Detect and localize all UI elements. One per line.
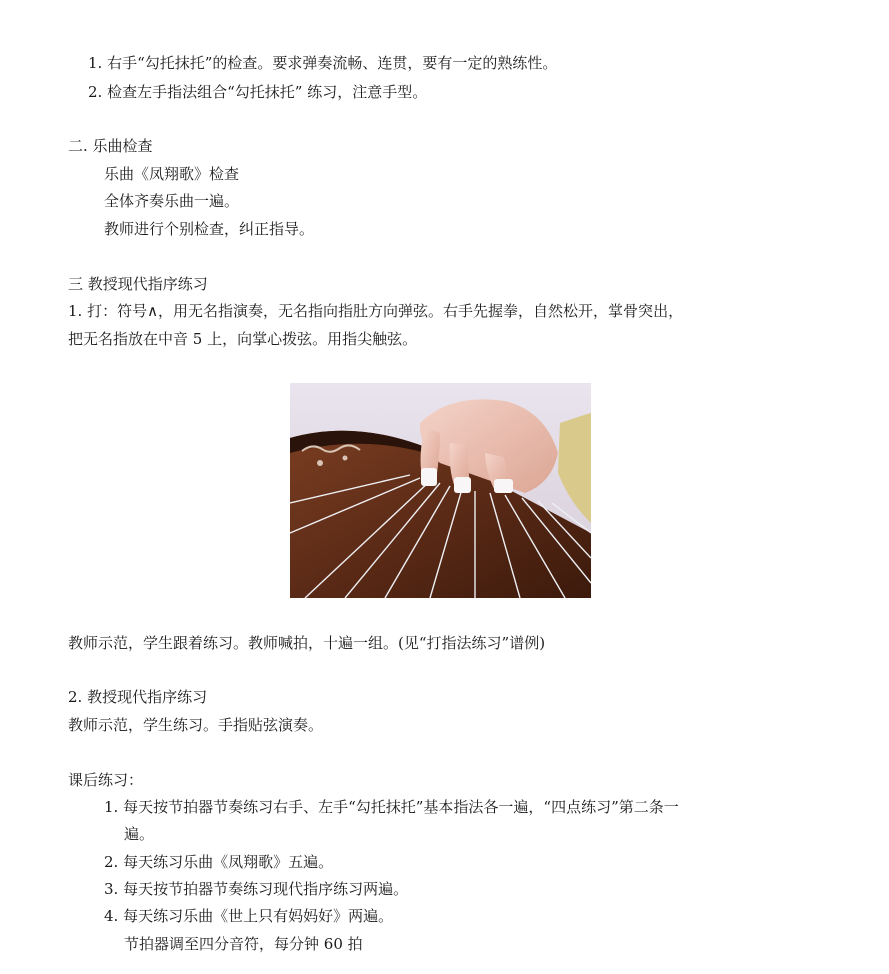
- list-text: 每天按节拍器节奏练习右手、左手“勾托抹托”基本指法各一遍，“四点练习”第二条一: [123, 798, 679, 816]
- paragraph-line: 全体齐奏乐曲一遍。: [104, 192, 240, 210]
- paragraph-line: 1. 打：符号∧，用无名指演奏，无名指向指肚方向弹弦。右手先握拳，自然松开，掌骨突出，: [68, 302, 684, 320]
- list-text-continuation: 遍。: [124, 825, 155, 843]
- paragraph-line: 教师示范，学生跟着练习。教师喊拍，十遍一组。(见“打指法练习”谱例): [68, 634, 546, 652]
- list-number: 4.: [104, 907, 119, 925]
- sub-heading: 2. 教授现代指序练习: [68, 688, 208, 706]
- paragraph-line: 教师进行个别检查，纠正指导。: [104, 220, 315, 238]
- list-number: 2.: [104, 853, 119, 871]
- homework-note: 节拍器调至四分音符，每分钟 60 拍: [124, 935, 363, 953]
- section-heading: 二. 乐曲检查: [68, 137, 153, 155]
- list-item: [104, 855, 333, 870]
- list-text: 检查左手指法组合“勾托抹托” 练习，注意手型。: [107, 83, 428, 101]
- list-number: 1.: [104, 798, 119, 816]
- list-text: 每天练习乐曲《凤翔歌》五遍。: [123, 853, 334, 871]
- guzheng-hand-photo: [290, 383, 591, 598]
- section-heading: 三 教授现代指序练习: [68, 275, 208, 293]
- paragraph-line: 把无名指放在中音 5 上，向掌心拨弦。用指尖触弦。: [68, 330, 418, 348]
- section-heading: 课后练习：: [68, 771, 144, 789]
- paragraph-line: 乐曲《凤翔歌》检查: [104, 165, 240, 183]
- list-text: 每天按节拍器节奏练习现代指序练习两遍。: [123, 880, 409, 898]
- list-text: 右手“勾托抹托”的检查。要求弹奏流畅、连贯，要有一定的熟练性。: [107, 54, 558, 72]
- list-number: 1.: [88, 54, 103, 72]
- list-text: 每天练习乐曲《世上只有妈妈好》两遍。: [123, 907, 394, 925]
- list-item: [104, 909, 393, 924]
- list-item: [104, 882, 408, 897]
- list-item: [88, 56, 557, 71]
- list-item: [88, 85, 427, 100]
- list-item: [104, 800, 679, 815]
- list-number: 3.: [104, 880, 119, 898]
- paragraph-line: 教师示范，学生练习。手指贴弦演奏。: [68, 716, 324, 734]
- list-number: 2.: [88, 83, 103, 101]
